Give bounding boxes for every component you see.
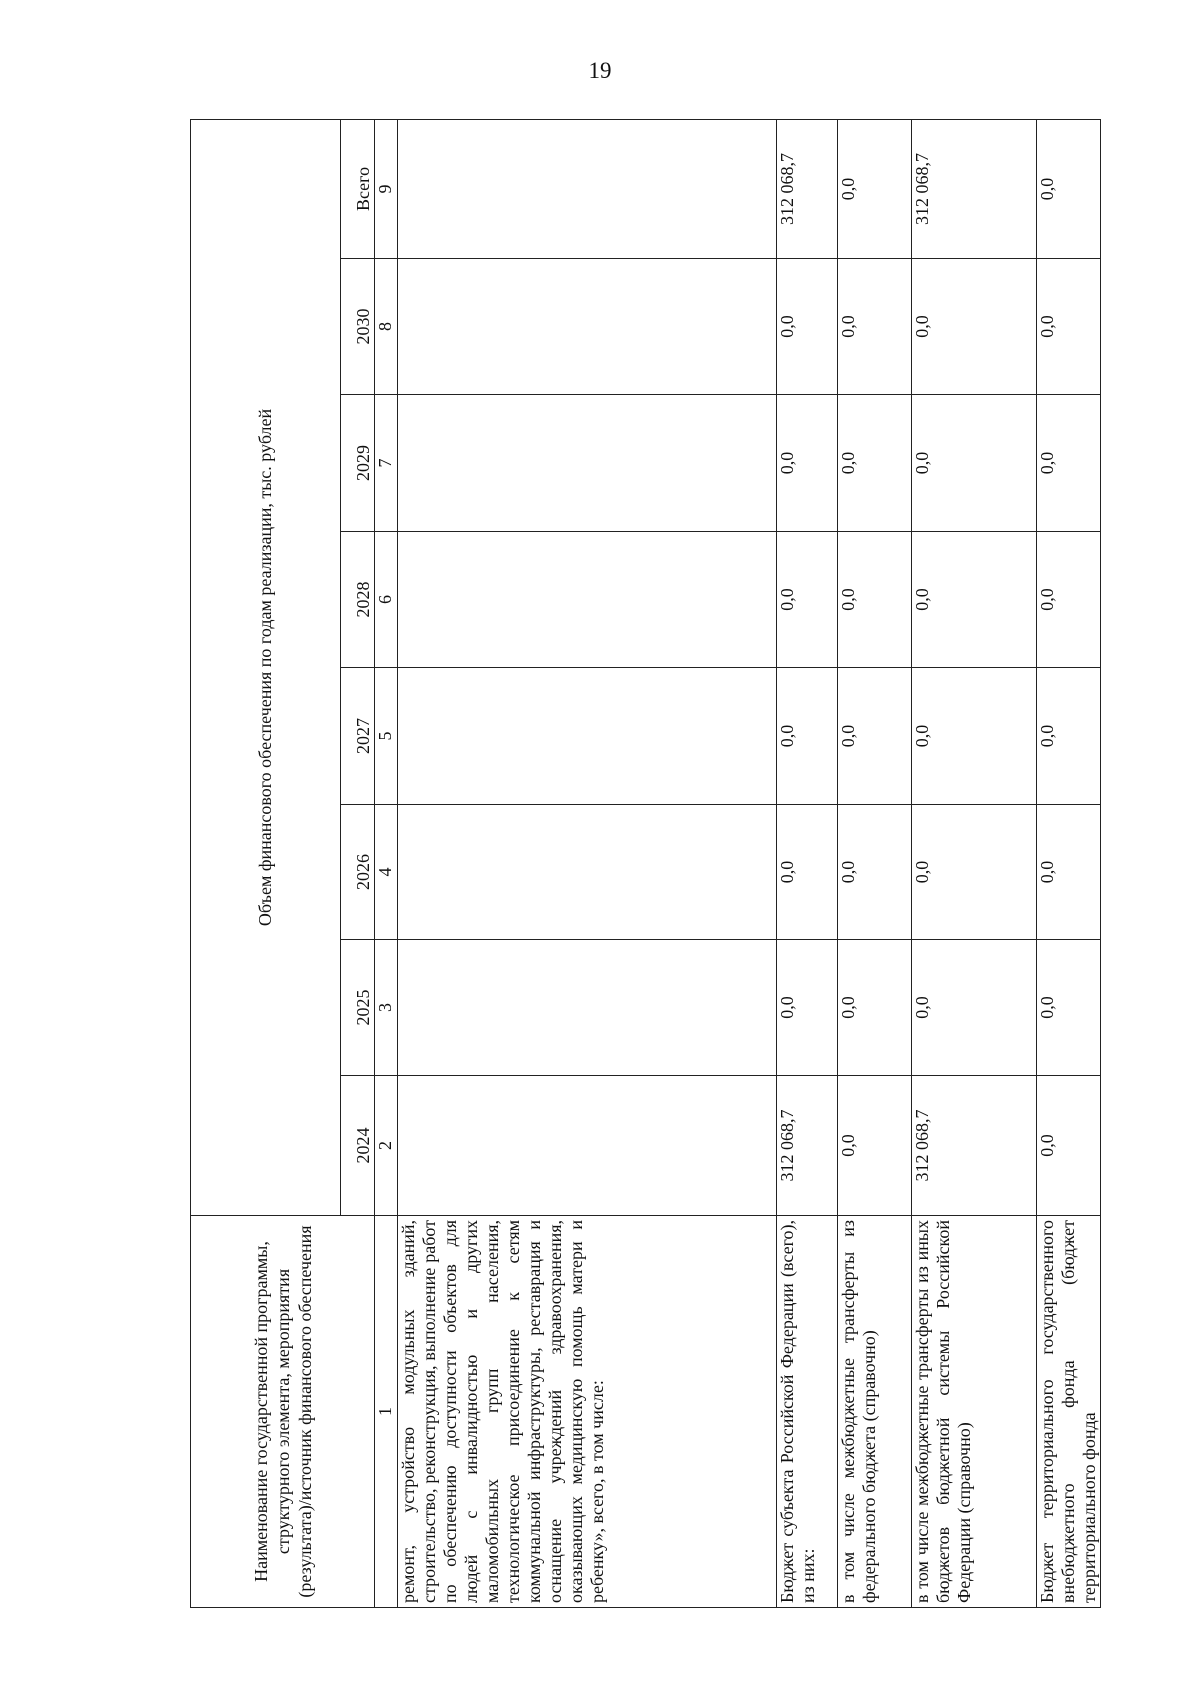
row-value bbox=[398, 1076, 777, 1216]
table-row bbox=[398, 119, 777, 1607]
row-value: 0,0 bbox=[1037, 940, 1101, 1076]
row-value: 0,0 bbox=[777, 532, 838, 668]
year-total: Всего bbox=[341, 119, 375, 258]
column-number: 4 bbox=[375, 805, 398, 940]
row-value: 312 068,7 bbox=[777, 1076, 838, 1216]
header-volume-column: Объем финансового обеспечения по годам реализации, тыс. рублей bbox=[191, 119, 341, 1215]
header-row bbox=[191, 119, 341, 1607]
year-2030: 2030 bbox=[341, 259, 375, 395]
financing-table bbox=[190, 119, 1101, 1608]
row-name: ремонт, устройство модульных зданий, строительство, реконструкция, выполнение работ по обеспечению доступности объектов для людей с инвалидностью и других маломобильных групп населения, технологическое присоединение к сетям коммунальной инфраструктуры, реставрация и оснащение учреждений здравоохранения, оказывающих медицинскую помощь матери и ребенку», всего, в том числе: bbox=[398, 1216, 777, 1608]
year-2029: 2029 bbox=[341, 395, 375, 532]
row-value: 0,0 bbox=[777, 940, 838, 1076]
row-value: 0,0 bbox=[1037, 1076, 1101, 1216]
column-number: 2 bbox=[375, 1076, 398, 1216]
row-value: 0,0 bbox=[912, 395, 1037, 532]
row-value: 0,0 bbox=[838, 668, 912, 805]
year-2026: 2026 bbox=[341, 805, 375, 940]
year-2027: 2027 bbox=[341, 668, 375, 805]
row-value: 0,0 bbox=[912, 259, 1037, 395]
row-value: 0,0 bbox=[838, 119, 912, 258]
row-name: в том числе межбюджетные трансферты из иных бюджетов бюджетной системы Российской Федерации (справочно) bbox=[912, 1216, 1037, 1608]
year-2024: 2024 bbox=[341, 1076, 375, 1216]
row-value bbox=[398, 119, 777, 258]
row-value bbox=[398, 395, 777, 532]
row-value: 0,0 bbox=[838, 395, 912, 532]
row-value bbox=[398, 259, 777, 395]
year-2028: 2028 bbox=[341, 532, 375, 668]
table-row bbox=[838, 119, 912, 1607]
row-value: 312 068,7 bbox=[912, 119, 1037, 258]
table-row bbox=[912, 119, 1037, 1607]
row-value: 0,0 bbox=[1037, 119, 1101, 258]
row-value bbox=[398, 940, 777, 1076]
row-value: 0,0 bbox=[912, 668, 1037, 805]
row-value: 0,0 bbox=[838, 805, 912, 940]
column-number: 9 bbox=[375, 119, 398, 258]
row-value: 0,0 bbox=[1037, 259, 1101, 395]
column-number: 5 bbox=[375, 668, 398, 805]
row-value: 0,0 bbox=[777, 805, 838, 940]
row-value bbox=[398, 532, 777, 668]
row-value: 0,0 bbox=[912, 805, 1037, 940]
rotated-table-container bbox=[190, 120, 1099, 1608]
row-value: 312 068,7 bbox=[777, 119, 838, 258]
year-2025: 2025 bbox=[341, 940, 375, 1076]
column-number: 7 bbox=[375, 395, 398, 532]
row-value: 312 068,7 bbox=[912, 1076, 1037, 1216]
column-number: 6 bbox=[375, 532, 398, 668]
column-number-row bbox=[375, 119, 398, 1607]
row-name: в том числе межбюджетные трансферты из федерального бюджета (справочно) bbox=[838, 1216, 912, 1608]
row-value bbox=[398, 805, 777, 940]
row-value: 0,0 bbox=[1037, 395, 1101, 532]
row-value: 0,0 bbox=[838, 532, 912, 668]
page-number: 19 bbox=[588, 58, 612, 83]
row-value: 0,0 bbox=[838, 1076, 912, 1216]
row-value: 0,0 bbox=[777, 395, 838, 532]
table-row bbox=[1037, 119, 1101, 1607]
column-number: 1 bbox=[375, 1216, 398, 1608]
table-row bbox=[777, 119, 838, 1607]
row-value: 0,0 bbox=[838, 940, 912, 1076]
row-value: 0,0 bbox=[1037, 805, 1101, 940]
row-value: 0,0 bbox=[777, 668, 838, 805]
header-name-column: Наименование государственной программы, структурного элемента, мероприятия (результата)/источник финансового обеспечения bbox=[191, 1216, 375, 1608]
row-name: Бюджет субъекта Российской Федерации (всего), из них: bbox=[777, 1216, 838, 1608]
row-value: 0,0 bbox=[912, 940, 1037, 1076]
row-value: 0,0 bbox=[1037, 532, 1101, 668]
column-number: 3 bbox=[375, 940, 398, 1076]
row-value: 0,0 bbox=[1037, 668, 1101, 805]
row-value: 0,0 bbox=[777, 259, 838, 395]
row-name: Бюджет территориального государственного внебюджетного фонда (бюджет территориального фонда bbox=[1037, 1216, 1101, 1608]
row-value: 0,0 bbox=[838, 259, 912, 395]
row-value bbox=[398, 668, 777, 805]
row-value: 0,0 bbox=[912, 532, 1037, 668]
column-number: 8 bbox=[375, 259, 398, 395]
